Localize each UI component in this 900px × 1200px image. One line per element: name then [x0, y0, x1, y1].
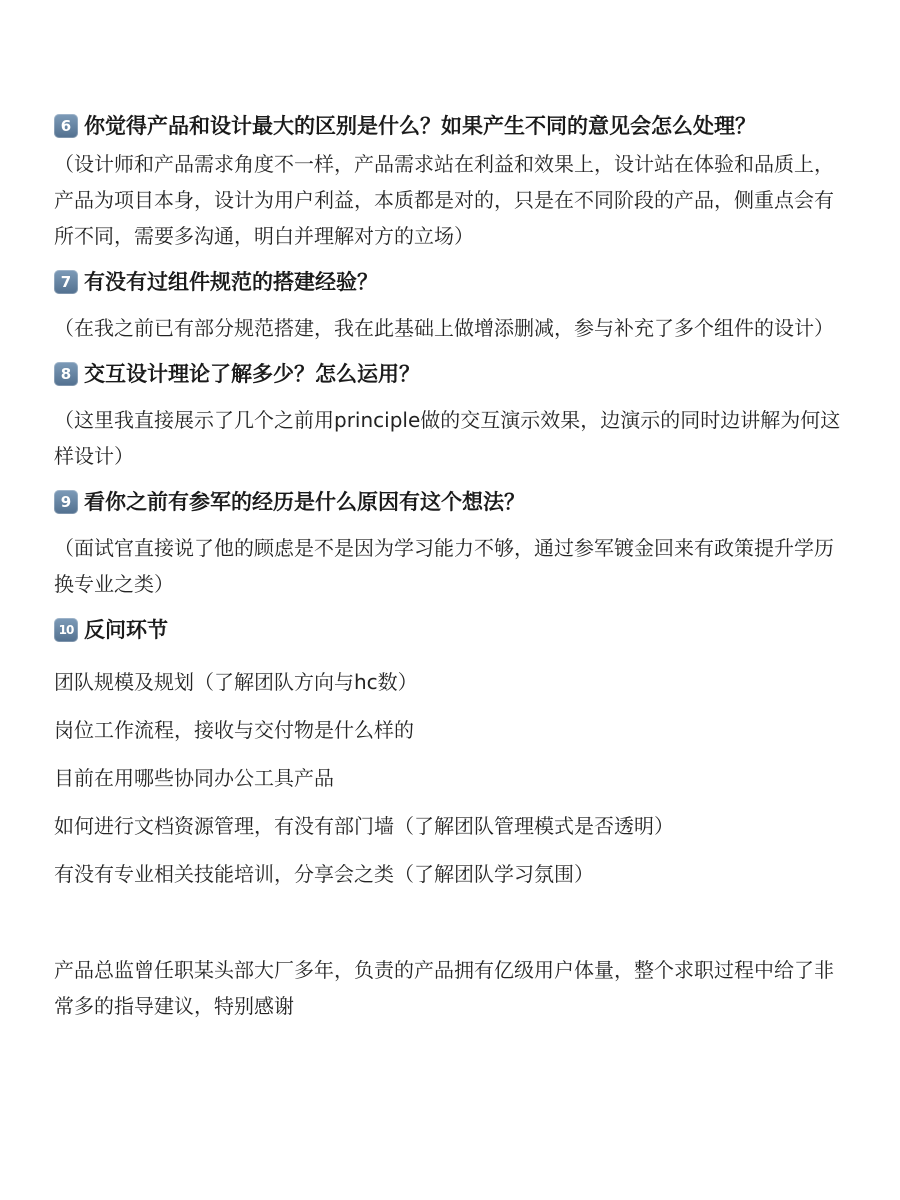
- question-heading: [54, 262, 848, 302]
- qa-section-8: [54, 354, 848, 474]
- question-text: 看你之前有参军的经历是什么原因有这个想法？: [84, 490, 525, 514]
- question-heading: [54, 354, 848, 394]
- keycap-number-icon: 7: [54, 270, 78, 294]
- list-item: 团队规模及规划（了解团队方向与hc数）: [54, 670, 418, 694]
- qa-section-9: [54, 482, 848, 602]
- closing-note: 产品总监曾任职某头部大厂多年，负责的产品拥有亿级用户体量，整个求职过程中给了非常多的指导建议，特别感谢: [54, 958, 834, 1018]
- qa-section-10: [54, 610, 848, 898]
- keycap-number-icon: 8: [54, 362, 78, 386]
- section-title: 反问环节: [84, 618, 168, 642]
- question-heading: [54, 106, 848, 146]
- keycap-number-icon: 10: [54, 618, 78, 642]
- answer-text: （面试官直接说了他的顾虑是不是因为学习能力不够，通过参军镀金回来有政策提升学历换专业之类）: [54, 536, 834, 596]
- answer-text: （这里我直接展示了几个之前用principle做的交互演示效果，边演示的同时边讲解为何这样设计）: [54, 408, 841, 468]
- qa-section-7: [54, 262, 848, 346]
- answer-text: （设计师和产品需求角度不一样，产品需求站在利益和效果上，设计站在体验和品质上，产品为项目本身，设计为用户利益，本质都是对的，只是在不同阶段的产品，侧重点会有所不同，需要多沟通，明白并理解对方的立场）: [54, 152, 834, 248]
- question-text: 你觉得产品和设计最大的区别是什么？如果产生不同的意见会怎么处理？: [84, 114, 756, 138]
- list-item: 有没有专业相关技能培训，分享会之类（了解团队学习氛围）: [54, 862, 594, 886]
- question-text: 有没有过组件规范的搭建经验？: [84, 270, 378, 294]
- question-heading: [54, 482, 848, 522]
- list-item: 岗位工作流程，接收与交付物是什么样的: [54, 718, 414, 742]
- qa-section-6: [54, 106, 848, 254]
- question-text: 交互设计理论了解多少？怎么运用？: [84, 362, 420, 386]
- question-heading: [54, 610, 848, 650]
- list-item: 目前在用哪些协同办公工具产品: [54, 766, 334, 790]
- keycap-number-icon: 6: [54, 114, 78, 138]
- list-item: 如何进行文档资源管理，有没有部门墙（了解团队管理模式是否透明）: [54, 814, 674, 838]
- answer-text: （在我之前已有部分规范搭建，我在此基础上做增添删减，参与补充了多个组件的设计）: [54, 316, 834, 340]
- keycap-number-icon: 9: [54, 490, 78, 514]
